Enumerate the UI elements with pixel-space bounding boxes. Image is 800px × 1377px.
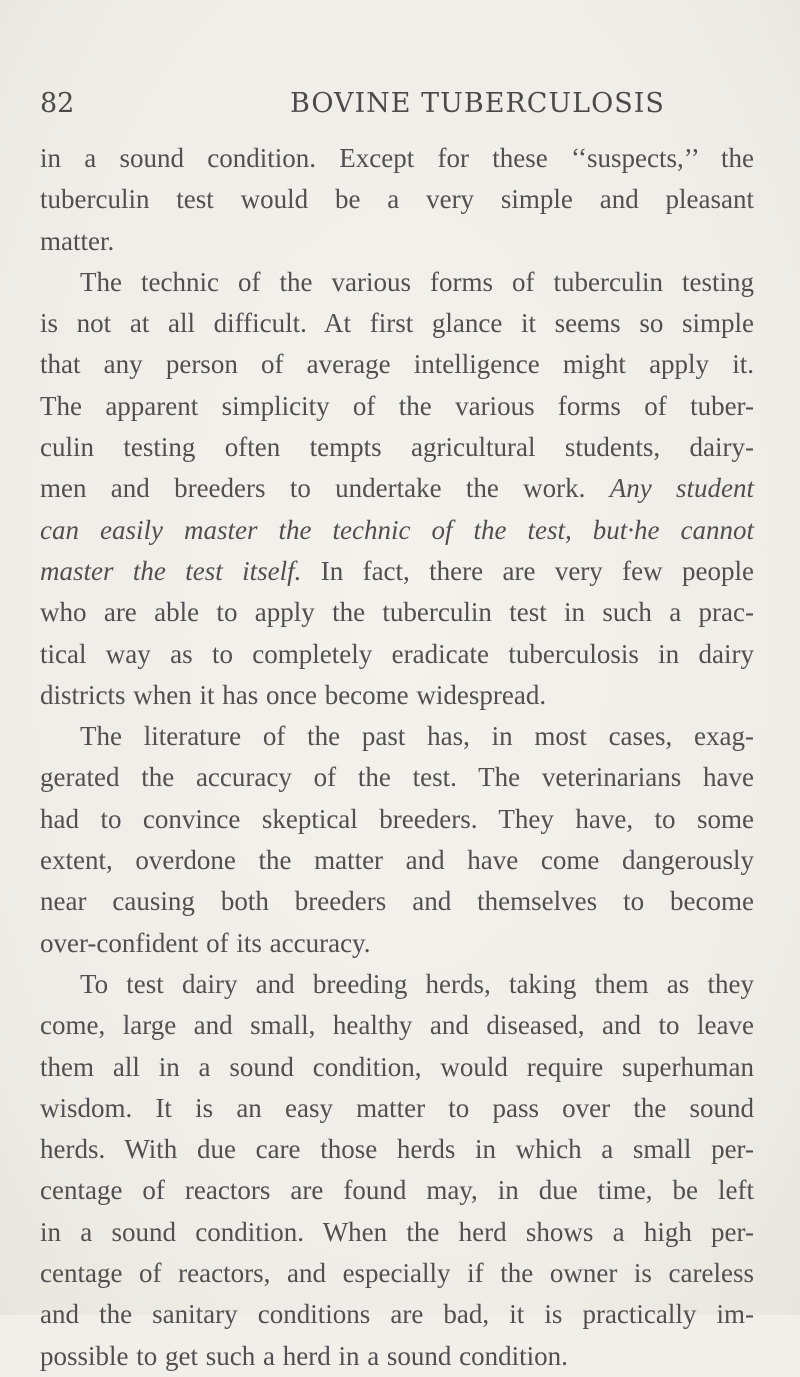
text-line: tuberculin test would be a very simple and pleasant [40, 184, 754, 215]
paragraph-first-line: The technic of the various forms of tuberculin testing [80, 266, 754, 297]
text-line: near causing both breeders and themselves to become [40, 886, 754, 917]
text-line [40, 468, 754, 509]
paragraph-first-line: To test dairy and breeding herds, taking them as they [80, 968, 754, 999]
text-line: gerated the accuracy of the test. The veterinarians have [40, 762, 754, 793]
running-title: BOVINE TUBERCULOSIS [290, 88, 665, 119]
page-number: 82 [40, 88, 75, 119]
text-line: culin testing often tempts agricultural students, dairy- [40, 432, 754, 463]
text-line: in a sound condition. When the herd shows a high per- [40, 1216, 754, 1247]
text-line: centage of reactors, and especially if the owner is careless [40, 1258, 754, 1289]
text-line: that any person of average intelligence might apply it. [40, 349, 754, 380]
text-line: come, large and small, healthy and diseased, and to leave [40, 1010, 754, 1041]
text-line: is not at all difficult. At first glance it seems so simple [40, 308, 754, 339]
text-segment: In fact, there are very few people [301, 555, 754, 586]
text-line: possible to get such a herd in a sound condition. [40, 1340, 568, 1371]
text-line: had to convince skeptical breeders. They have, to some [40, 803, 754, 834]
text-segment: men and breeders to undertake the work. [40, 473, 610, 504]
text-line: them all in a sound condition, would require superhuman [40, 1051, 754, 1082]
paragraph-first-line: The literature of the past has, in most cases, exag- [80, 721, 754, 752]
italic-text-segment: Any student [609, 473, 754, 504]
italic-text-segment: master the test itself. [40, 555, 302, 586]
body-text [40, 138, 754, 1377]
text-line: extent, overdone the matter and have come dangerously [40, 845, 754, 876]
text-line: wisdom. It is an easy matter to pass over the sound [40, 1092, 754, 1123]
text-line [40, 551, 754, 592]
text-line: over-confident of its accuracy. [40, 927, 371, 958]
text-line: tical way as to completely eradicate tuberculosis in dairy [40, 638, 754, 669]
page-header [40, 88, 740, 128]
italic-text-line: can easily master the technic of the test, but·he cannot [40, 514, 754, 545]
text-line: who are able to apply the tuberculin test in such a prac- [40, 597, 754, 628]
text-line: matter. [40, 225, 115, 256]
text-line: districts when it has once become widespread. [40, 679, 547, 710]
text-line: and the sanitary conditions are bad, it is practically im- [40, 1299, 754, 1330]
text-line: in a sound condition. Except for these ‘‘suspects,’’ the [40, 143, 754, 173]
text-line: centage of reactors are found may, in due time, be left [40, 1175, 754, 1206]
text-line: The apparent simplicity of the various forms of tuber- [40, 390, 754, 421]
text-line: herds. With due care those herds in which a small per- [40, 1134, 754, 1165]
